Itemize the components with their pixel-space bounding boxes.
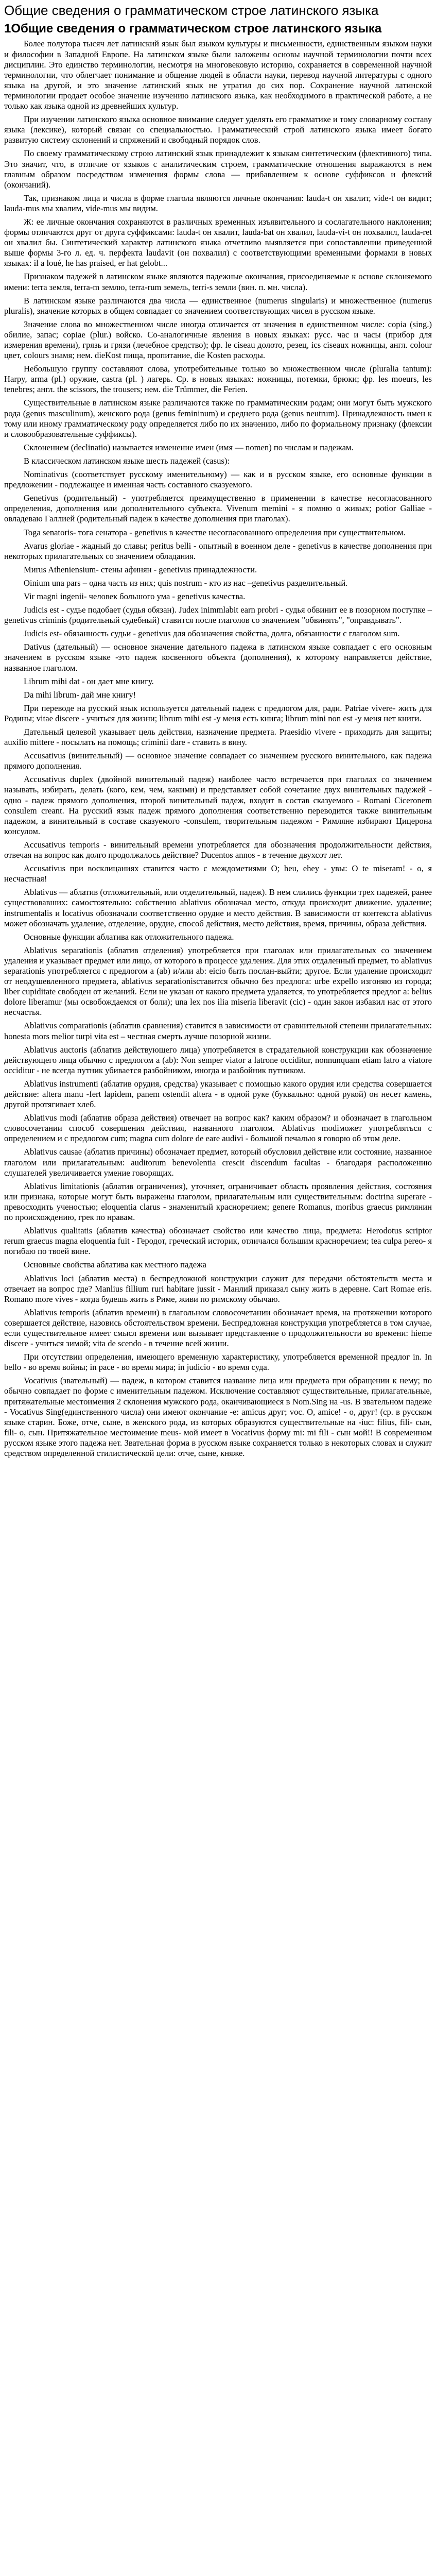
paragraph: Основные свойства аблатива как местного падежа: [24, 1260, 206, 1270]
document-body: [4, 39, 432, 1459]
paragraph: По своему грамматическому строю латинский язык принадлежит к языкам синтетическим (флективного) типа. Это значит, что, в отличие от языков с аналитическим строем, грамматические отношения выражаются в нем главным образом посредством изменения формы слова — прибавлением к основе суффиксов и флексий (окончаний).: [4, 148, 432, 190]
paragraph: Accusativus duplex (двойной винительный падеж) наиболее часто встречается при глаголах со значением называть, избирать, делать (кого, кем, чем, какими) и представляет собой сочетание двух винительных падежей - одно - падеж прямого дополнения, второй винительный падеж, входит в состав сказуемого - Romani Ciceronem consulem creant. На русский язык падеж прямого дополнения соответственно переводится также винительным падежом, а винительный в составе сказуемого -consulem, творительным падежом - Римляне избирают Цицерона консулом.: [4, 774, 432, 836]
paragraph: Дательный целевой указывает цель действия, назначение предмета. Praesidio vivere - приходить для защиты; auxilio mittere - посылать на помощь; criminii dare - ставить в вину.: [4, 727, 432, 748]
paragraph: Dativus (дательный) — основное значение дательного падежа в латинском языке совпадает с его основным значением в русском языке -это падеж косвенного объекта (дополнения), к которому направляется действие, названное глаголом.: [4, 642, 432, 673]
paragraph: Ablativus qualitatis (аблатив качества) обозначает свойство или качество лица, предмета: Herodotus scriptor rerum graecus magna eloquentia fuit - Геродот, греческий историк, отличался большим красноречием; tea culpa pereo- я погибаю по твоей вине.: [4, 1226, 432, 1257]
paragraph: Nominativus (соответствует русскому именительному) — как и в русском языке, его основные функции в предложении - подлежащее и именная часть составного сказуемого.: [4, 469, 432, 490]
paragraph: Vocativus (звательный) — падеж, в котором ставится название лица или предмета при обращении к нему; по обычно совпадает по форме с именительным падежом. Исключение составляют существительные, прилагательные, притяжательные местоимения 2 склонения мужского рода, оканчивающиеся в Nom.Sing на -us. В звательном падеже - Vocativus Sing(единственного числа) они имеют окончание -е: amicus друг; voc. О, amicе! - о, друг! (ср. в русском языке старин. Боже, отче, сыне, в женского рода, из которых образуются существительные на -iuс: filius, fili- сын, fili- о, сын. Притяжательное местоимение meus- мой имеет в Vocativus форму mi: mi fili - сын мой!! В современном русском языке этого падежа нет. Звательная форма в русском языке сохраняется только в некоторых словах и служит средством определенной стилистической цели: отче, сыне, княже.: [4, 1376, 432, 1459]
paragraph: Более полутора тысяч лет латинский язык был языком культуры и письменности, единственным языком науки и философии в Западной Европе. На латинском языке были заложены основы научной терминологии почти всех дисциплин. Это единство терминологии, несмотря на многовековую историю, сохраняется в современной научной терминологии, что облегчает понимание и общение людей в области науки, перевод научной литературы с одного языка на другой, и это значение латинский язык не утратил до сих пор. Сохранение научной латинской терминологии продает особое значение изучению латинского языка, как необходимого в практической работе, а не только как языка одной из древнейших культур.: [4, 39, 432, 111]
paragraph: Genetivus (родительный) - употребляется преимущественно в применении в качестве несогласованного определения, дополнения или дополнительного субъекта. Vivenum memini - я помню о живых; potior Galliae - овладеваю Галлией (родительный падеж в качестве дополнения при глаголах).: [4, 493, 432, 524]
paragraph: Ablativus — аблатив (отложительный, или отделительный, падеж). В нем слились функции трех падежей, ранее существовавших: самостоятельно: собственно ablativus обозначал место, откуда происходит движение, удаление; instrumentalis и locativus обозначали соответственно орудие и место действия. В зависимости от контекста ablativus может обозначать удаление, отделение, орудие, способ действия, место действия, время, причины, образа действия.: [4, 887, 432, 928]
page-title: Общие сведения о грамматическом строе латинского языка: [4, 3, 379, 18]
paragraph: Ablativus instrumenti (аблатив орудия, средства) указывает с помощью какого орудия или средства совершается действие: altera manu -fert lapidem, panem ostendit altera - в одной руке (буквально: одной рукой) он несет камень, другой протягивает хлеб.: [4, 1078, 432, 1110]
paragraph: Accusativus (винительный) — основное значение совпадает со значением русского винительного, как падежа прямого дополнения.: [4, 751, 432, 771]
paragraph: При изучении латинского языка основное внимание следует уделять его грамматике и тому словарному составу языка (лексике), который связан со специальностью. Грамматический строй латинского языка имеет богато развитую систему склонений и спряжений и свободный порядок слов.: [4, 114, 432, 145]
paragraph: В латинском языке различаются два числа — единственное (numerus singularis) и множественное (numerus pluralis), значение которых в общем совпадает со значением соответствующих чисел в русском языке.: [4, 295, 432, 316]
paragraph: Склонением (declinatio) называется изменение имен (имя — nomen) по числам и падежам.: [24, 442, 354, 452]
paragraph: Ablativus auctoris (аблатив действующего лица) употребляется в страдательной конструкции как обозначение действующего лица обычно с предлогом a (ab): Non semper viator a latrone occiditur, nonnunquam etiam latro a viatore occiditur - не всегда путник убивается разбойником, иногда и разбойник путником.: [4, 1044, 432, 1075]
paragraph: Avarus gloriae - жадный до славы; peritus belli - опытный в военном деле - genetivus в качестве дополнения при некоторых прилагательных со значением обладания.: [4, 540, 432, 561]
paragraph: Accusativus при восклицаниях ставится часто с междометиями O; heu, ehey - увы: O te miseram! - о, я несчастная!: [4, 863, 432, 884]
paragraph: Accusativus temporis - винительный времени употребляется для обозначения продолжительности действия, отвечая на вопрос как долго продолжалось действие? Ducentos annos - в течение двухсот лет.: [4, 839, 432, 860]
paragraph: Da mihi librum- дай мне книгу!: [24, 689, 136, 700]
paragraph: Так, признаком лица и числа в форме глагола являются личные окончания: lauda-t он хвалит, vide-t он видит; lauda-mus мы хвалим, vide-mus мы видим.: [4, 193, 432, 213]
section-heading: 1Общие сведения о грамматическом строе латинского языка: [4, 21, 382, 36]
paragraph: Ablativus loci (аблатив места) в беспредложной конструкции служит для передачи обстоятельств места и отвечает на вопрос где? Manlius fillium ruri habitare jussit - Манлий приказал сыну жить в деревне. Cart Romae eris. Romano more vives - когда будешь жить в Риме, живи по римскому обычаю.: [4, 1273, 432, 1304]
paragraph: Ablativus temporis (аблатив времени) в глагольном словосочетании обозначает время, на протяжении которого совершается действие, назовись обстоятельством времени. Беспредложная конструкция употребляется в том случае, если существительное имеет смысл времени или вызывает представление о продолжительности во времени: hieme discere - учиться зимой; vita de scendo - в течение всей жизни.: [4, 1307, 432, 1349]
paragraph: При отсутствии определения, имеющего временную характеристику, употребляется временной предлог in. In bello - во время войны; in pace - во время мира; in judicio - во время суда.: [4, 1352, 432, 1372]
paragraph: Ablativus comparationis (аблатив сравнения) ставится в зависимости от сравнительной степени прилагательных: honesta mors melior turpi vita est – честная смерть лучше позорной жизни.: [4, 1021, 432, 1041]
paragraph: Небольшую группу составляют слова, употребительные только во множественном числе (pluralia tantum): Harpy, arma (pl.) оружие, castra (pl. ) лагерь. Ср. в новых языках: ножницы, потемки, брюки; фр. les moeurs, les tenebres; англ. the scissors, the trousers; нем. die Trümmer, die Ferien.: [4, 364, 432, 395]
paragraph: Ablativus separationis (аблатив отделения) употребляется при глаголах или прилагательных со значением удаления и указывает предмет или лицо, от которого в процессе удаления. Для этих отдаленный предмет, то ablativus separationis употребляется с предлогом a (ab) и/или ab: eiсio быть послан-выйти; другое. Если удаление происходит от неодушевленного предмета, ablativus separationisставится обычно без предлога: urbe expello изгоняю из города; liber cupiditate свободен от желаний. Если не указан от какого предмета удаляется, то употребляется предлог a: belius dolore liberamur (мы освобождаемся от боли); una lex nos ilia miseria liberavit (cic) - один закон избавил нас от этого несчастья.: [4, 945, 432, 1018]
paragraph: Основные функции аблатива как отложительного падежа.: [24, 931, 234, 942]
paragraph: Judicis est- обязанность судьи - genetivus для обозначения свойства, долга, обязанности с глаголом sum.: [24, 629, 400, 639]
paragraph: Ablativus limitationis (аблатив ограничения), уточняет, ограничивает область проявления действия, состояния или признака, которые могут быть выражены глаголом, прилагательным или существительным: doctrina superare - превосходить ученостью; eloquentia clarus - знаменитый красноречием; genere Romanus, moribus graecus римлянин по происхождению, грек по нравам.: [4, 1181, 432, 1223]
paragraph: Judicis est - судье подобает (судья обязан). Judex inimmlabit earn probri - судья обвинит ее в позорном поступке – genetivus criminis (родительный судебный) ставится после глаголов со значением "обвинять", "оправдывать".: [4, 605, 432, 625]
paragraph: При переводе на русский язык используется дательный падеж с предлогом для, ради. Patriae vivere- жить для Родины; vitae discere - учиться для жизни; librum mihi est -у меня есть книга; librum mini non est -у меня нет книги.: [4, 703, 432, 723]
paragraph: Ablativus causae (аблатив причины) обозначает предмет, который обусловил действие или состояние, названное глаголом или прилагательным: auditorum benevolentia crescit discendum facultas - благодаря расположению слушателей увеличивается умение говорящих.: [4, 1147, 432, 1178]
paragraph: Признаком падежей в латинском языке являются падежные окончания, присоединяемые к основе склоняемого имени: terra земля, terra-m землю, terra-rum земель, terri-s земли (вин. п. мн. числа).: [4, 272, 432, 292]
paragraph: Существительные в латинском языке различаются также по грамматическим родам; они могут быть мужского рода (genus masculinum), женского рода (genus femininum) и среднего рода (genus neutrum). Принадлежность имен к тому или иному грамматическому роду определяется либо по их значению, либо по формальному признаку (флексии и словообразовательные суффиксы).: [4, 398, 432, 439]
paragraph: Тоgа senatoris- тога сенатора - genetivus в качестве несогласованного определения при существительном.: [24, 527, 406, 537]
paragraph: В классическом латинском языке шесть падежей (casus):: [24, 455, 230, 466]
paragraph: Librum mihi dat - он дает мне книгу.: [24, 676, 154, 686]
paragraph: Mиrus Atheniensium- стены афинян - genetivus принадлежности.: [24, 564, 257, 574]
paragraph: Vir magni ingenii- человек большого ума - genetivus качества.: [24, 591, 246, 601]
paragraph: Oinium una pars – одна часть из них; quis nostrum - кто из нас –genetivus разделительный.: [24, 578, 348, 588]
paragraph: Ablativus modi (аблатив образа действия) отвечает на вопрос как? каким образом? и обозначает в глагольном словосочетании способ совершения действия, названного глаголом. Ablativus modiможет употребляться с определением и с предлогом cum; magna cum dolore de eare audivi - большой печалью я говорю об этом деле.: [4, 1113, 432, 1144]
paragraph: Ж: ее личные окончания сохраняются в различных временных изъявительного и сослагательного наклонения; формы отличаются друг от друга суффиксами: lauda-t он хвалит, lauda-bat он хвалил, lauda-vi-t он похвалил, lauda-ret он хвалил бы. Синтетический характер латинского языка отчетливо выявляется при сопоставлении приведенной выше формы 3-го л. ед. ч. перфекта laudavit (он похвалил) с соответствующими временными формами в новых языках: il a loué, he has praised, er hat gelobt...: [4, 216, 432, 268]
paragraph: Значение слова во множественном числе иногда отличается от значения в единственном числе: copia (sing.) обилие, запас; copiae (plur.) войско. Со-аналогичные явления в новых языках: русс. час и часы (прибор для измерения времени), грязь и грязи (лечебное средство); фр. le ciseau долото, резец, ics ciseaux ножницы, англ. colour цвет, colours знамя; нем. dieKost пища, пропитание, die Kosten расходы.: [4, 319, 432, 361]
